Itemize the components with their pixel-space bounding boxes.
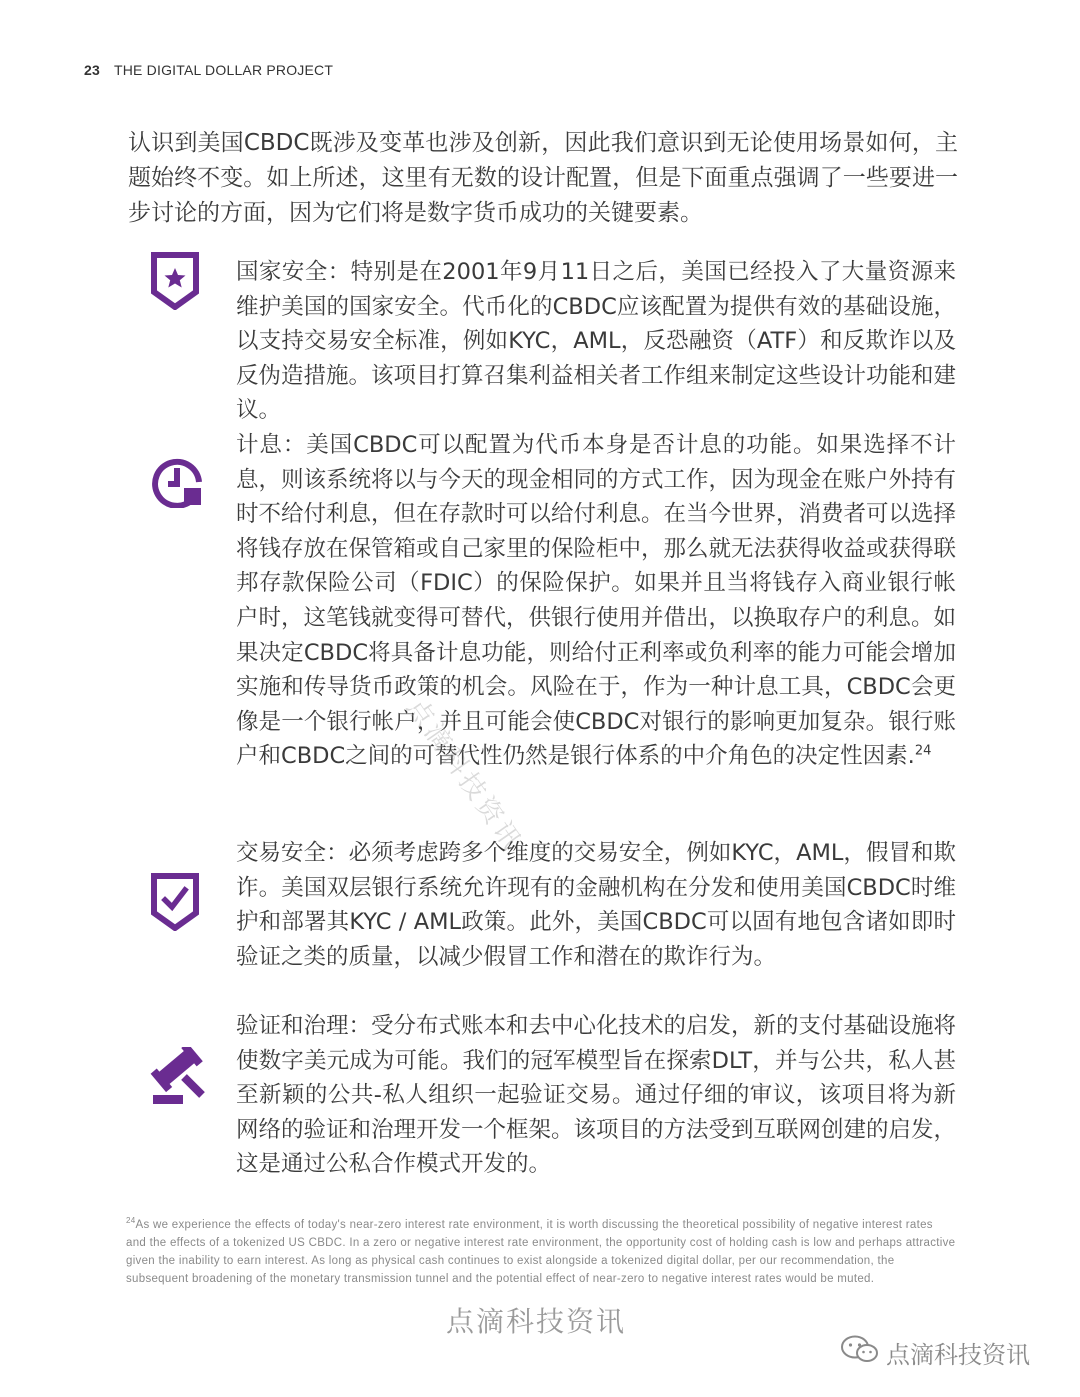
diagonal-watermark: 点滴科技资讯	[400, 693, 529, 859]
page-header	[84, 62, 333, 78]
page-number: 23	[84, 62, 100, 78]
shield-check-icon	[151, 873, 199, 935]
section-national-security: 国家安全：特别是在2001年9月11日之后，美国已经投入了大量资源来维护美国的国家安全。代币化的CBDC应该配置为提供有效的基础设施，以支持交易安全标准，例如KYC，AML，反恐融资（ATF）和反欺诈以及反伪造措施。该项目打算召集利益相关者工作组来制定这些设计功能和建议。	[236, 259, 957, 424]
clock-icon	[152, 456, 206, 512]
watermark-right-text: 点滴科技资讯	[886, 1340, 1030, 1369]
section-transaction-security: 交易安全：必须考虑跨多个维度的交易安全，例如KYC，AML，假冒和欺诈。美国双层银行系统允许现有的金融机构在分发和使用美国CBDC时维护和部署其KYC / AML政策。此外，美国CBDC可以固有地包含诸如即时验证之类的质量，以减少假冒工作和潜在的欺诈行为。	[236, 840, 956, 970]
gavel-icon	[150, 1047, 208, 1109]
document-title: THE DIGITAL DOLLAR PROJECT	[113, 62, 334, 78]
intro-paragraph: 认识到美国CBDC既涉及变革也涉及创新，因此我们意识到无论使用场景如何，主题始终不变。如上所述，这里有无数的设计配置，但是下面重点强调了一些要进一步讨论的方面，因为它们将是数字货币成功的关键要素。	[128, 130, 958, 226]
watermark-center: 点滴科技资讯	[446, 1305, 627, 1338]
wechat-icon	[840, 1334, 880, 1370]
footnote-ref: 24	[914, 743, 932, 759]
section-validation-governance: 验证和治理：受分布式账本和去中心化技术的启发，新的支付基础设施将使数字美元成为可能。我们的冠军模型旨在探索DLT，并与公共，私人甚至新颖的公共-私人组织一起验证交易。通过仔细的审议，该项目将为新网络的验证和治理开发一个框架。该项目的方法受到互联网创建的启发，这是通过公私合作模式开发的。	[236, 1013, 957, 1178]
shield-star-icon	[151, 252, 199, 314]
footnote-text: As we experience the effects of today's near-zero interest rate environment, it is worth discussing the theoretical possibility of negative interest rates and the effects of a tokenized US CBDC. In a zero or negative interest rate environment, the opportunity cost of holding cash is low and perhaps attractive given the inability to earn interest. As long as physical cash continues to exist alongside a tokenized digital dollar, per our recommendation, the subsequent broadening of the monetary transmission tunnel and the potential effect of near-zero to negative interest rates would be muted.	[126, 1219, 956, 1285]
watermark-right	[840, 1334, 1030, 1370]
footnote	[126, 1216, 956, 1288]
section-interest-text: 计息：美国CBDC可以配置为代币本身是否计息的功能。如果选择不计息，则该系统将以与今天的现金相同的方式工作，因为现金在账户外持有时不给付利息，但在存款时可以给付利息。在当今世界，消费者可以选择将钱存放在保管箱或自己家里的保险柜中，那么就无法获得收益或获得联邦存款保险公司（FDIC）的保险保护。如果并且当将钱存入商业银行帐户时，这笔钱就变得可替代，供银行使用并借出，以换取存户的利息。如果决定CBDC将具备计息功能，则给付正利率或负利率的能力可能会增加实施和传导货币政策的机会。风险在于，作为一种计息工具，CBDC会更像是一个银行帐户，并且可能会使CBDC对银行的影响更加复杂。银行账户和CBDC之间的可替代性仍然是银行体系的中介角色的决定性因素.	[236, 432, 957, 770]
section-interest-bearing	[236, 428, 956, 774]
footnote-number: 24	[126, 1216, 136, 1226]
